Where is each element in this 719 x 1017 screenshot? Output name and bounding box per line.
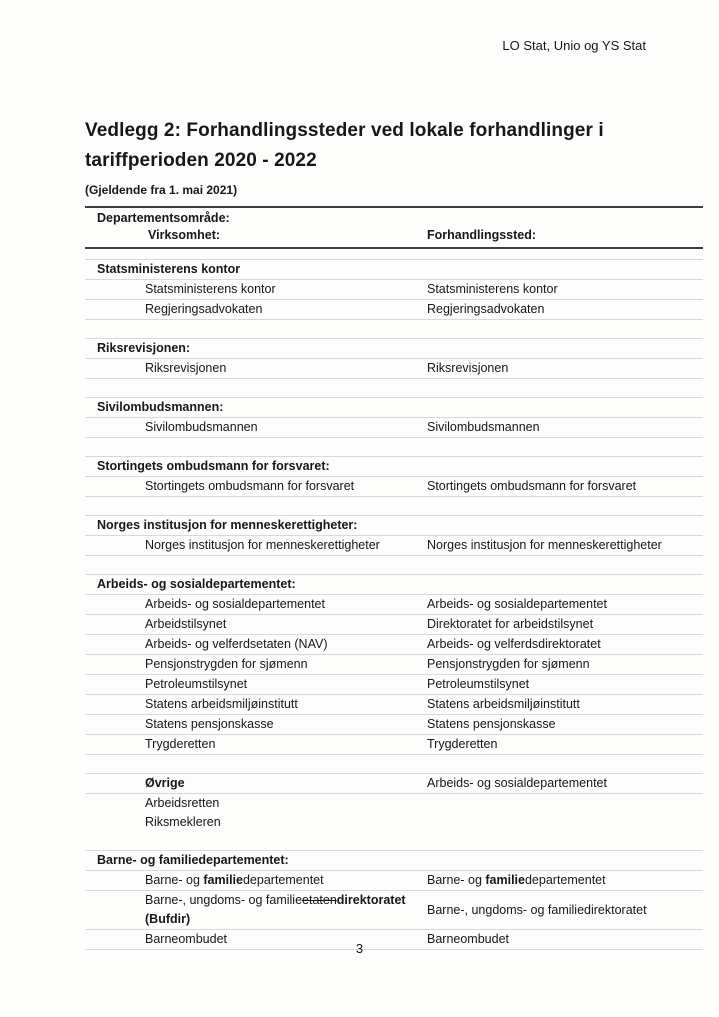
virksomhet-cell — [85, 891, 427, 929]
section-heading: Statsministerens kontor — [97, 262, 241, 276]
table-row — [85, 793, 703, 813]
virksomhet-cell: Riksrevisjonen — [145, 361, 227, 375]
forhandlingssted-cell: Statens arbeidsmiljøinstitutt — [427, 697, 580, 711]
virksomhet-cell: Riksmekleren — [145, 815, 221, 829]
page-title-line-1: Vedlegg 2: Forhandlingssteder ved lokale forhandlinger i — [85, 120, 604, 141]
text-segment: departementet — [524, 873, 606, 887]
virksomhet-cell: Stortingets ombudsmann for forsvaret — [145, 479, 355, 493]
section-heading: Barne- og familiedepartementet: — [97, 853, 289, 867]
section-heading: Stortingets ombudsmann for forsvaret: — [97, 459, 330, 473]
virksomhet-cell: Pensjonstrygden for sjømenn — [145, 657, 308, 671]
column-header-departementsomrade: Departementsområde: — [97, 211, 230, 225]
table-header-row — [85, 227, 703, 244]
table-row — [85, 674, 703, 694]
page-title-line-2: tariffperioden 2020 - 2022 — [85, 150, 317, 171]
forhandlingssted-cell: Pensjonstrygden for sjømenn — [427, 657, 590, 671]
table-row — [85, 358, 703, 378]
section-heading: Norges institusjon for menneskerettigheter: — [97, 518, 358, 532]
table-header — [85, 206, 703, 249]
table-row — [85, 654, 703, 674]
forhandlingssted-cell: Arbeids- og velferdsdirektoratet — [427, 637, 601, 651]
table-section — [85, 574, 703, 755]
section-heading: Arbeids- og sosialdepartementet: — [97, 577, 296, 591]
table-row — [85, 614, 703, 634]
forhandlingssted-cell: Regjeringsadvokaten — [427, 302, 545, 316]
document-content — [85, 116, 703, 950]
table-section — [85, 397, 703, 438]
text-segment: direktoratet — [336, 893, 406, 907]
page-number: 3 — [355, 941, 364, 956]
section-heading: Sivilombudsmannen: — [97, 400, 224, 414]
virksomhet-cell: Barneombudet — [145, 932, 228, 946]
text-segment: Barne-, ungdoms- og familie — [145, 893, 303, 907]
table-row — [85, 594, 703, 614]
forhandlingssted-cell: Arbeids- og sosialdepartementet — [427, 776, 607, 790]
forhandlingssted-cell: Barne-, ungdoms- og familiedirektoratet — [427, 902, 647, 917]
table-row — [85, 714, 703, 734]
table-section — [85, 515, 703, 556]
table-row — [85, 299, 703, 319]
table-section — [85, 259, 703, 320]
forhandlingssted-cell: Arbeids- og sosialdepartementet — [427, 597, 607, 611]
forhandlingssted-cell: Trygderetten — [427, 737, 498, 751]
virksomhet-cell: Statsministerens kontor — [145, 282, 276, 296]
table-row — [85, 634, 703, 654]
virksomhet-cell: Arbeidsretten — [145, 796, 220, 810]
virksomhet-cell: Petroleumstilsynet — [145, 677, 248, 691]
text-segment: Barne- og — [145, 873, 204, 887]
virksomhet-cell: Statens pensjonskasse — [145, 717, 274, 731]
forhandlingssted-cell: Stortingets ombudsmann for forsvaret — [427, 479, 637, 493]
text-segment: (Bufdir) — [145, 912, 191, 926]
virksomhet-cell: Regjeringsadvokaten — [145, 302, 263, 316]
table-section — [85, 338, 703, 379]
table-row — [85, 813, 703, 832]
forhandlingssted-cell: Petroleumstilsynet — [427, 677, 530, 691]
table-section — [85, 456, 703, 497]
table-row — [85, 476, 703, 496]
text-segment: departementet — [242, 873, 324, 887]
forhandlingssted-cell: Statsministerens kontor — [427, 282, 558, 296]
virksomhet-cell: Arbeidstilsynet — [145, 617, 227, 631]
section-heading: Riksrevisjonen: — [97, 341, 191, 355]
forhandlingssted-cell — [427, 871, 703, 890]
column-header-forhandlingssted: Forhandlingssted: — [427, 228, 537, 242]
text-segment: etaten — [302, 893, 337, 907]
forhandlingssted-cell: Statens pensjonskasse — [427, 717, 556, 731]
virksomhet-cell: Trygderetten — [145, 737, 216, 751]
text-segment: familie — [485, 873, 525, 887]
text-segment: Barne- og — [427, 873, 486, 887]
forhandlingssted-cell: Sivilombudsmannen — [427, 420, 540, 434]
table-row — [85, 279, 703, 299]
table-sections — [85, 259, 703, 950]
document-header-right: LO Stat, Unio og YS Stat — [502, 38, 646, 53]
forhandlingssted-cell: Direktoratet for arbeidstilsynet — [427, 617, 594, 631]
virksomhet-cell: Arbeids- og velferdsetaten (NAV) — [145, 637, 328, 651]
table-row — [85, 535, 703, 555]
virksomhet-cell: Norges institusjon for menneskerettigheter — [145, 538, 380, 552]
virksomhet-cell: Statens arbeidsmiljøinstitutt — [145, 697, 298, 711]
section-subheading: Øvrige — [145, 776, 185, 790]
text-segment: familie — [203, 873, 243, 887]
page-subtitle: (Gjeldende fra 1. mai 2021) — [85, 183, 238, 197]
table-section — [85, 850, 703, 950]
virksomhet-cell: Sivilombudsmannen — [145, 420, 258, 434]
virksomhet-cell — [85, 871, 427, 890]
column-header-virksomhet: Virksomhet: — [148, 228, 221, 242]
table-row — [85, 870, 703, 890]
page-title — [85, 116, 703, 176]
table-row — [85, 890, 703, 929]
virksomhet-cell: Arbeids- og sosialdepartementet — [145, 597, 325, 611]
table-section — [85, 773, 703, 832]
table-row — [85, 734, 703, 754]
forhandlingssted-cell: Norges institusjon for menneskerettigheter — [427, 538, 662, 552]
table-row — [85, 417, 703, 437]
table-row — [85, 694, 703, 714]
forhandlingssted-cell: Barneombudet — [427, 932, 510, 946]
section-subheading-row — [85, 774, 703, 793]
forhandlingssted-cell: Riksrevisjonen — [427, 361, 509, 375]
